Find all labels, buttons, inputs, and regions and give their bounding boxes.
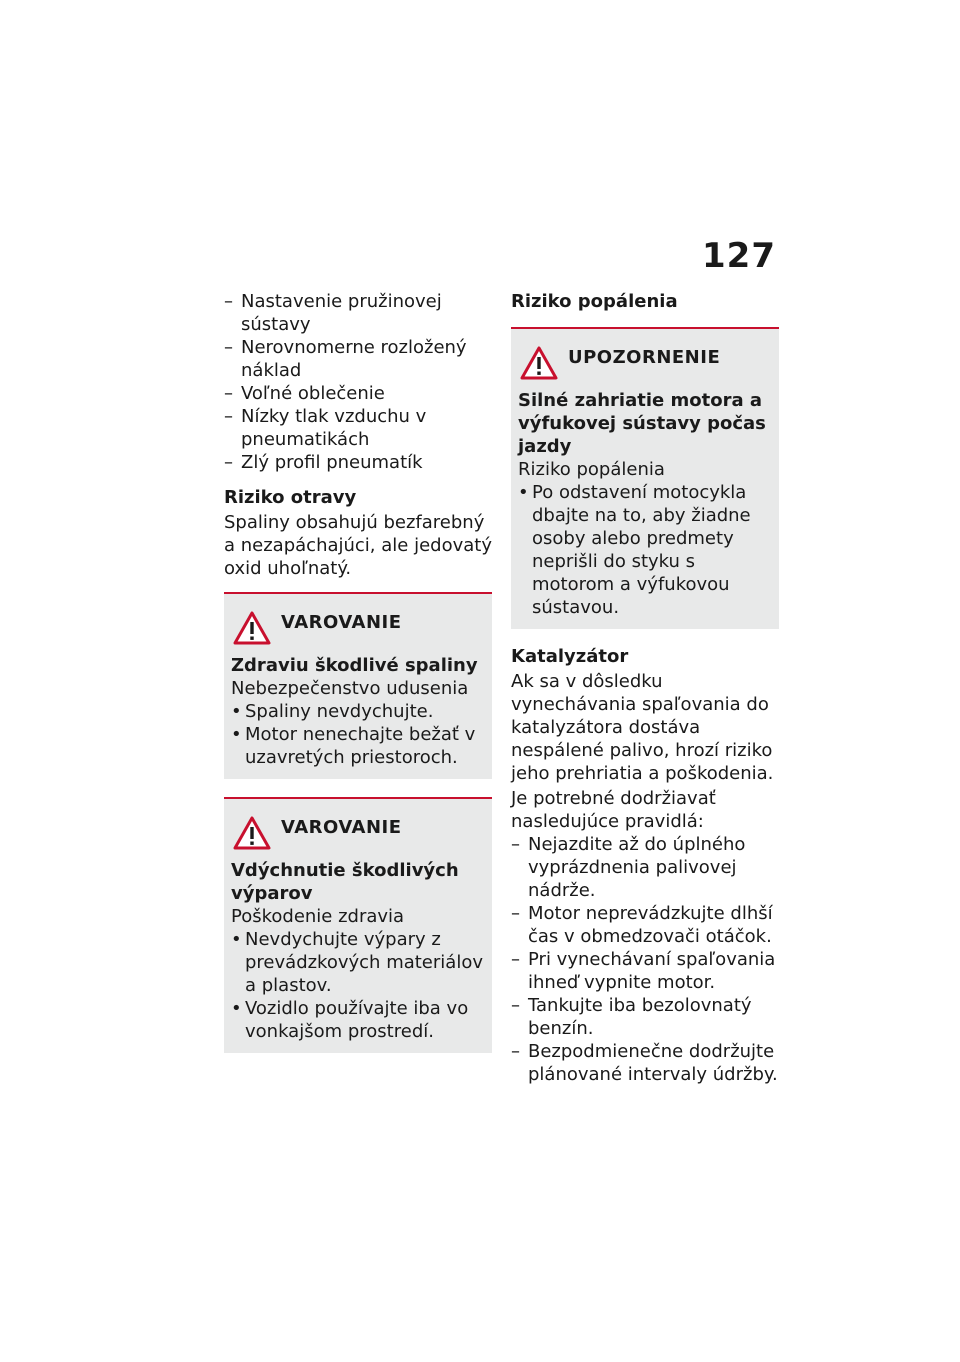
list-item: • Vozidlo používajte iba vo vonkajšom prostredí. [231, 997, 485, 1043]
warning-bullets [231, 928, 485, 1043]
list-item: – Nastavenie pružinovej sústavy [224, 290, 492, 336]
list-item: – Motor neprevádzkujte dlhší čas v obmedzovači otáčok. [511, 902, 779, 948]
warning-risk: Nebezpečenstvo udusenia [231, 678, 469, 699]
caution-bullets [518, 481, 772, 619]
list-item: – Bezpodmienečne dodržujte plánované intervaly údržby. [511, 1040, 779, 1086]
list-item: • Nevdychujte výpary z prevádzkových materiálov a plastov. [231, 928, 485, 997]
rules-intro: Je potrebné dodržiavať nasledujúce pravidlá: [511, 788, 716, 832]
list-item: – Tankujte iba bezolovnatý benzín. [511, 994, 779, 1040]
warning-subject: Zdraviu škodlivé spaliny [231, 655, 478, 676]
caution-box-burn [511, 327, 779, 629]
list-item: – Zlý profil pneumatík [224, 451, 492, 474]
warning-risk: Poškodenie zdravia [231, 906, 405, 927]
list-item: – Voľné oblečenie [224, 382, 492, 405]
page-number: 127 [702, 236, 776, 276]
cause-list [224, 290, 492, 474]
list-item: – Nízky tlak vzduchu v pneumatikách [224, 405, 492, 451]
list-item: – Pri vynechávaní spaľovania ihneď vypnite motor. [511, 948, 779, 994]
list-item: – Nejazdite až do úplného vyprázdnenia palivovej nádrže. [511, 833, 779, 902]
poison-text: Spaliny obsahujú bezfarebný a nezapáchajúci, ale jedovatý oxid uhoľnatý. [224, 512, 492, 579]
right-column [511, 290, 779, 1086]
warning-box-exhaust [224, 592, 492, 779]
list-item: • Motor nenechajte bežať v uzavretých priestoroch. [231, 723, 485, 769]
caution-subject: Silné zahriatie motora a výfukovej sústavy počas jazdy [518, 390, 766, 457]
rules-list [511, 833, 779, 1086]
caution-title: UPOZORNENIE [568, 346, 721, 368]
catalyst-heading: Katalyzátor [511, 646, 629, 667]
list-item: – Nerovnomerne rozložený náklad [224, 336, 492, 382]
warning-box-vapors [224, 797, 492, 1053]
warning-subject: Vdýchnutie škodlivých výparov [231, 860, 459, 904]
warning-triangle-icon [233, 611, 271, 645]
left-column [224, 290, 492, 1053]
list-item: • Spaliny nevdychujte. [231, 700, 485, 723]
list-item: • Po odstavení motocykla dbajte na to, aby žiadne osoby alebo predmety neprišli do styku s motorom a výfukovou sústavou. [518, 481, 772, 619]
warning-triangle-icon [233, 816, 271, 850]
warning-bullets [231, 700, 485, 769]
catalyst-text: Ak sa v dôsledku vynechávania spaľovania do katalyzátora dostáva nespálené palivo, hrozí riziko jeho prehriatia a poškodenia. [511, 671, 774, 784]
warning-title: VAROVANIE [281, 611, 402, 633]
burn-heading: Riziko popálenia [511, 291, 678, 312]
caution-header [518, 341, 772, 385]
warning-title: VAROVANIE [281, 816, 402, 838]
warning-header [231, 606, 485, 650]
warning-header [231, 811, 485, 855]
warning-triangle-icon [520, 346, 558, 380]
caution-risk: Riziko popálenia [518, 459, 665, 480]
poison-heading: Riziko otravy [224, 487, 357, 508]
